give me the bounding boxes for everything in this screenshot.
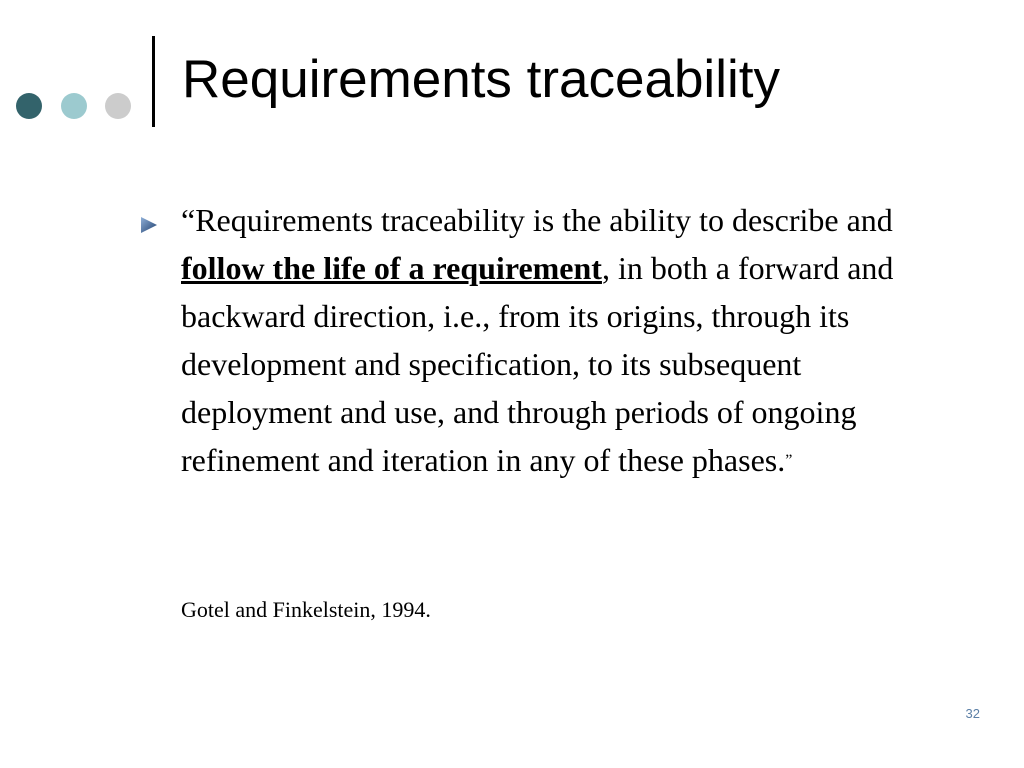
gray-dot-icon (105, 93, 131, 119)
title-vertical-rule (152, 36, 155, 127)
quote-closing-mark: ” (785, 452, 793, 469)
page-number: 32 (965, 706, 980, 721)
quote-citation: Gotel and Finkelstein, 1994. (181, 597, 431, 622)
light-teal-dot-icon (61, 93, 87, 119)
quote-text-start: “Requirements traceability is the ability to describe and (181, 202, 893, 238)
slide-title: Requirements traceability (182, 50, 780, 109)
quote-text-end: , in both a forward and backward direction, i.e., from its origins, through its development and specification, to its subsequent deployment and use, and through periods of ongoing refinement and iteration in any of these phases. (181, 250, 894, 478)
play-arrow-bullet-icon (139, 215, 159, 235)
quote-emphasis: follow the life of a requirement (181, 250, 602, 286)
dark-teal-dot-icon (16, 93, 42, 119)
traceability-quote (181, 196, 916, 485)
title-dots-decoration (16, 93, 136, 123)
